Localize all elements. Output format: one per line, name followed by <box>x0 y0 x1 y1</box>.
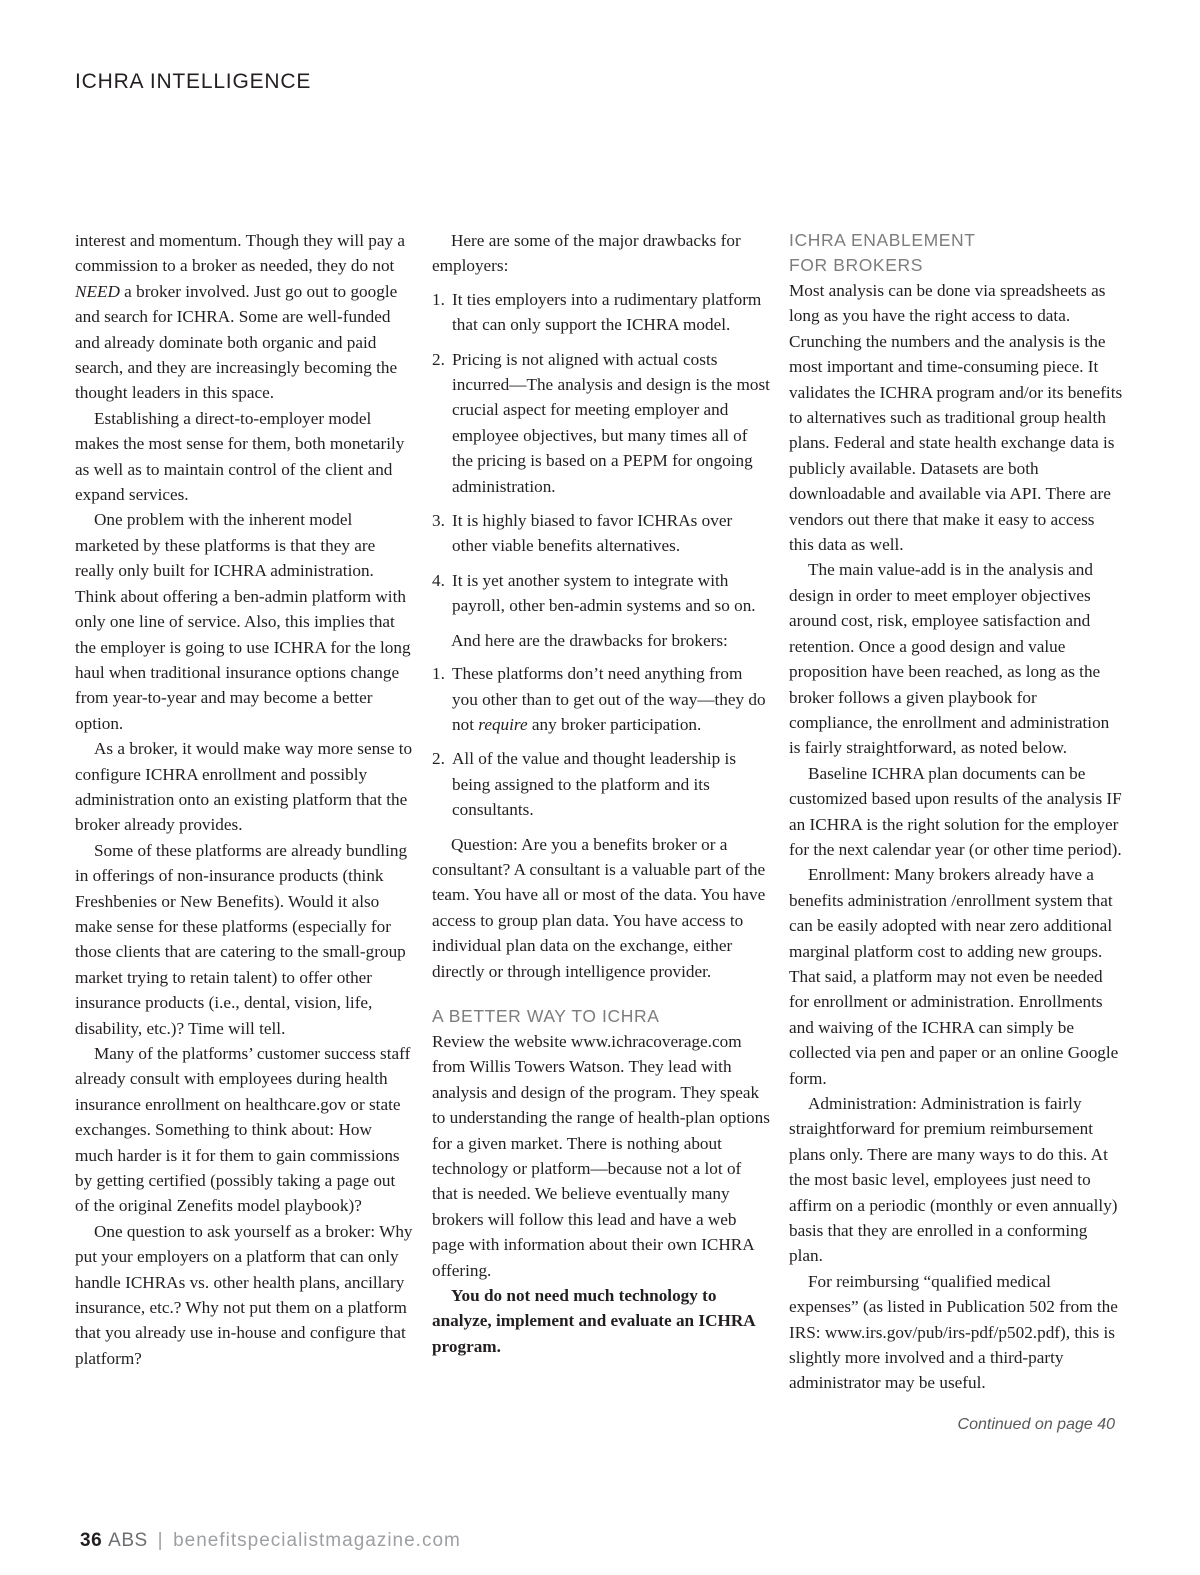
footer-separator: | <box>157 1530 164 1551</box>
page-footer <box>80 1530 461 1552</box>
paragraph: Administration: Administration is fairly straightforward for premium reimbursement plans only. There are many ways to do this. At the most basic level, employees just need to affirm on a periodic (monthly or even annually) basis that they are enrolled in a conforming plan. <box>789 1094 1118 1266</box>
section-header: ICHRA INTELLIGENCE <box>75 70 312 93</box>
list-item: 3. It is highly biased to favor ICHRAs over other viable benefits alternatives. <box>432 511 733 556</box>
paragraph: And here are the drawbacks for brokers: <box>451 630 728 650</box>
subheading: A BETTER WAY TO ICHRA <box>432 1005 660 1026</box>
list-item: 2. Pricing is not aligned with actual costs incurred—The analysis and design is the most crucial aspect for meeting employer and employee objectives, but many times all of the pricing is based on a PEPM for ongoing administration. <box>432 349 770 496</box>
paragraph: interest and momentum. Though they will pay a commission to a broker as needed, they do not NEED a broker involved. Just go out to google and search for ICHRA. Some are well-funded and already dominate both organic and paid search, and they are increasingly becoming the thought leaders in this space. <box>75 231 406 403</box>
paragraph: Baseline ICHRA plan documents can be customized based upon results of the analysis IF an ICHRA is the right solution for the employer for the next calendar year (or other time period). <box>789 763 1122 859</box>
article-column-3 <box>789 228 1123 1437</box>
broker-drawbacks-list <box>432 661 770 822</box>
paragraph: For reimbursing “qualified medical expenses” (as listed in Publication 502 from the IRS: www.irs.gov/pub/irs-pdf/p502.pdf), this is slightly more involved and a third-party administrator may be useful. <box>789 1271 1118 1393</box>
paragraph: Most analysis can be done via spreadsheets as long as you have the right access to data. Crunching the numbers and the analysis is the most important and time-consuming piece. It validates the ICHRA program and/or its benefits to alternatives such as traditional group health plans. Federal and state health exchange data is publicly available. Datasets are both downloadable and available via API. There are vendors out there that make it easy to access this data as well. <box>789 281 1123 555</box>
continued-note: Continued on page 40 <box>957 1415 1115 1433</box>
employer-drawbacks-list <box>432 287 770 619</box>
list-item: 4. It is yet another system to integrate with payroll, other ben-admin systems and so on. <box>432 570 756 616</box>
paragraph: Question: Are you a benefits broker or a consultant? A consultant is a valuable part of the team. You have all or most of the data. You have access to group plan data. You have access to individual plan data on the exchange, either directly or through intelligence provider. <box>432 834 766 981</box>
paragraph: Many of the platforms’ customer success staff already consult with employees during health insurance enrollment on healthcare.gov or state exchanges. Something to think about: How much harder is it for them to gain commissions by getting certified (possibly taking a page out of the original Zenefits model playbook)? <box>75 1044 411 1216</box>
paragraph: One problem with the inherent model marketed by these platforms is that they are really only built for ICHRA administration. Think about offering a ben-admin platform with only one line of service. Also, this implies that the employer is going to use ICHRA for the long haul when traditional insurance options change from year-to-year and may become a better option. <box>75 510 411 733</box>
page-number: 36 <box>80 1530 103 1551</box>
paragraph: Enrollment: Many brokers already have a benefits administration /enrollment system that can be easily adopted with near zero additional marginal platform cost to adding new groups. That said, a platform may not even be needed for enrollment or administration. Enrollments and waiving of the ICHRA can simply be collected via pen and paper or an online Google form. <box>789 865 1119 1088</box>
paragraph: Establishing a direct-to-employer model makes the most sense for them, both monetarily as well as to maintain control of the client and expand services. <box>75 408 405 505</box>
list-item: 2. All of the value and thought leadership is being assigned to the platform and its consultants. <box>432 749 737 820</box>
magazine-name: ABS <box>108 1530 148 1551</box>
paragraph: As a broker, it would make way more sense to configure ICHRA enrollment and possibly administration onto an existing platform that the broker already provides. <box>75 739 413 835</box>
website-url: benefitspecialistmagazine.com <box>173 1530 461 1551</box>
list-item: 1. These platforms don’t need anything from you other than to get out of the way—they do not require any broker participation. <box>432 664 766 734</box>
paragraph: Some of these platforms are already bundling in offerings of non-insurance products (think Freshbenies or New Benefits). Would it also make sense for these platforms (especially for those clients that are catering to the small-group market trying to retain talent) to offer other insurance products (i.e., dental, vision, life, disability, etc.)? Time will tell. <box>75 840 408 1038</box>
paragraph: The main value-add is in the analysis and design in order to meet employer objectives around cost, risk, employee satisfaction and retention. Once a good design and value proposition have been reached, as long as the broker follows a given playbook for compliance, the enrollment and administration is fairly straightforward, as noted below. <box>789 560 1110 758</box>
article-column-1 <box>75 228 413 1371</box>
list-item: 1. It ties employers into a rudimentary platform that can only support the ICHRA model. <box>432 289 762 335</box>
paragraph: One question to ask yourself as a broker: Why put your employers on a platform that can only handle ICHRAs vs. other health plans, ancillary insurance, etc.? Why not put them on a platform that you already use in-house and configure that platform? <box>75 1221 413 1368</box>
subheading: ICHRA ENABLEMENT FOR BROKERS <box>789 230 976 275</box>
paragraph: Here are some of the major drawbacks for employers: <box>432 231 741 276</box>
article-column-2 <box>432 228 770 1359</box>
paragraph: Review the website www.ichracoverage.com from Willis Towers Watson. They lead with analysis and design of the program. They speak to understanding the range of health-plan options for a given market. There is nothing about technology or platform—because not a lot of that is needed. We believe eventually many brokers will follow this lead and have a web page with information about their own ICHRA offering. <box>432 1031 770 1280</box>
bold-paragraph: You do not need much technology to analyze, implement and evaluate an ICHRA program. <box>432 1286 755 1356</box>
